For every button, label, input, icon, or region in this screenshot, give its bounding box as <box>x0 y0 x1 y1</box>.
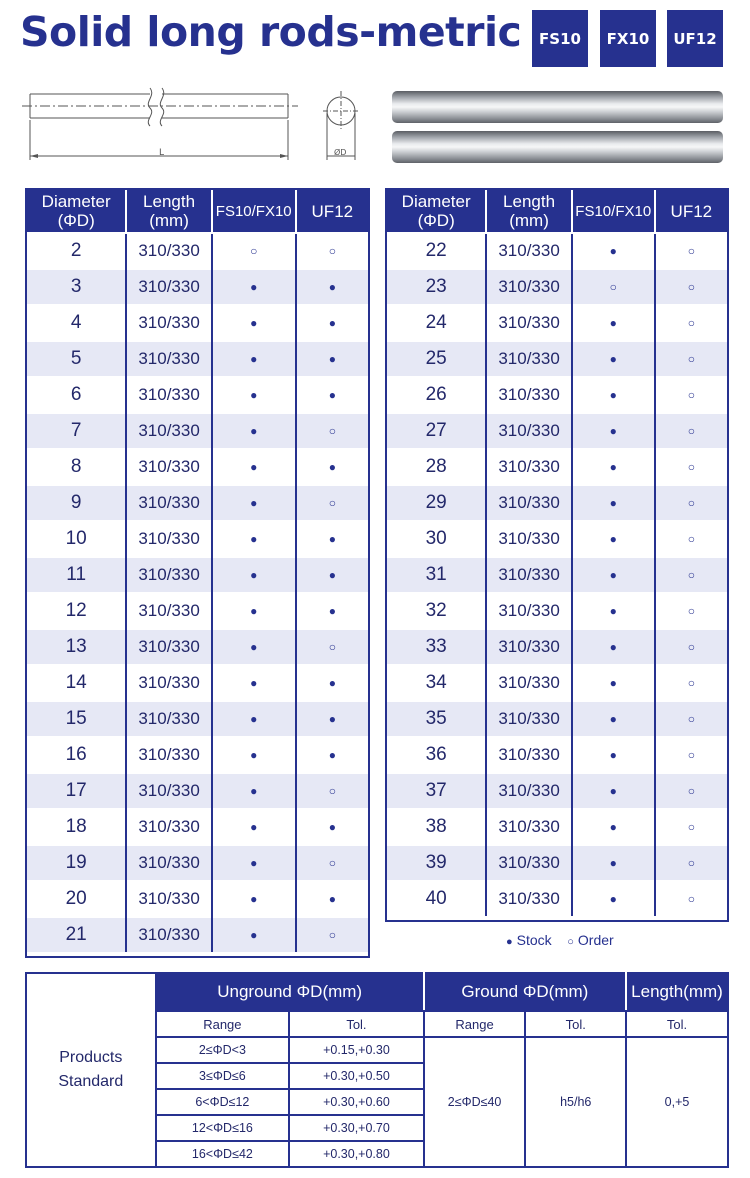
uf12-status-icon: ○ <box>296 917 369 952</box>
uf12-status-icon: ○ <box>655 845 728 881</box>
fs10-fx10-status-icon: ● <box>572 233 655 269</box>
diameter-cell: 23 <box>386 269 486 305</box>
products-standard-table <box>25 972 729 1168</box>
table-row <box>26 737 369 773</box>
length-cell: 310/330 <box>126 557 211 593</box>
diameter-cell: 39 <box>386 845 486 881</box>
table-row <box>26 665 369 701</box>
grade-badge-uf12: UF12 <box>667 10 723 67</box>
length-cell: 310/330 <box>486 305 571 341</box>
table-row <box>26 233 369 269</box>
table-row <box>26 449 369 485</box>
ground-header: Ground ΦD(mm) <box>424 973 626 1011</box>
table-row <box>26 557 369 593</box>
diameter-cell: 26 <box>386 377 486 413</box>
uf12-status-icon: ● <box>296 881 369 917</box>
fs10-fx10-status-icon: ● <box>212 413 296 449</box>
table-row <box>26 593 369 629</box>
fs10-fx10-status-icon: ● <box>212 737 296 773</box>
rod-technical-drawing <box>0 78 380 164</box>
table-row <box>386 377 728 413</box>
header-length: Length (mm) <box>486 189 571 233</box>
diameter-cell: 7 <box>26 413 126 449</box>
diameter-cell: 38 <box>386 809 486 845</box>
fs10-fx10-status-icon: ● <box>572 557 655 593</box>
fs10-fx10-status-icon: ○ <box>572 269 655 305</box>
uf12-status-icon: ○ <box>296 233 369 269</box>
ground-range: 2≤ΦD≤40 <box>424 1037 526 1167</box>
fs10-fx10-status-icon: ● <box>212 629 296 665</box>
fs10-fx10-status-icon: ● <box>212 593 296 629</box>
length-cell: 310/330 <box>126 305 211 341</box>
uf12-status-icon: ● <box>296 557 369 593</box>
fs10-fx10-status-icon: ● <box>572 701 655 737</box>
table-row <box>26 341 369 377</box>
fs10-fx10-status-icon: ● <box>212 665 296 701</box>
diameter-cell: 40 <box>386 881 486 916</box>
length-tol-label: Tol. <box>626 1011 728 1037</box>
rod-table-right <box>385 188 729 916</box>
uf12-status-icon: ○ <box>296 413 369 449</box>
unground-header: Unground ΦD(mm) <box>156 973 424 1011</box>
uf12-status-icon: ● <box>296 665 369 701</box>
grade-badge-fx10: FX10 <box>600 10 656 67</box>
fs10-fx10-status-icon: ● <box>212 449 296 485</box>
length-cell: 310/330 <box>486 701 571 737</box>
length-cell: 310/330 <box>126 341 211 377</box>
diameter-cell: 20 <box>26 881 126 917</box>
diameter-cell: 24 <box>386 305 486 341</box>
fs10-fx10-status-icon: ● <box>572 737 655 773</box>
table-row <box>386 233 728 269</box>
uf12-status-icon: ○ <box>655 701 728 737</box>
length-cell: 310/330 <box>126 269 211 305</box>
uf12-status-icon: ● <box>296 737 369 773</box>
uf12-status-icon: ○ <box>655 665 728 701</box>
diameter-cell: 8 <box>26 449 126 485</box>
fs10-fx10-status-icon: ● <box>572 485 655 521</box>
table-row <box>386 449 728 485</box>
fs10-fx10-status-icon: ● <box>572 809 655 845</box>
length-cell: 310/330 <box>486 881 571 916</box>
fs10-fx10-status-icon: ● <box>212 701 296 737</box>
uf12-status-icon: ○ <box>655 485 728 521</box>
fs10-fx10-status-icon: ● <box>572 845 655 881</box>
uf12-status-icon: ● <box>296 341 369 377</box>
grade-badge-fs10: FS10 <box>532 10 588 67</box>
fs10-fx10-status-icon: ● <box>572 773 655 809</box>
fs10-fx10-status-icon: ● <box>572 593 655 629</box>
length-cell: 310/330 <box>486 341 571 377</box>
fs10-fx10-status-icon: ● <box>212 917 296 952</box>
length-cell: 310/330 <box>126 521 211 557</box>
legend-stock-label: Stock <box>516 932 552 948</box>
fs10-fx10-status-icon: ● <box>212 773 296 809</box>
stock-dot-icon: ● <box>506 936 513 948</box>
uf12-status-icon: ○ <box>655 809 728 845</box>
order-circle-icon: ○ <box>567 936 574 948</box>
diameter-cell: 32 <box>386 593 486 629</box>
uf12-status-icon: ○ <box>655 521 728 557</box>
diameter-cell: 10 <box>26 521 126 557</box>
diameter-cell: 33 <box>386 629 486 665</box>
diameter-cell: 3 <box>26 269 126 305</box>
ground-tol: h5/h6 <box>525 1037 626 1167</box>
length-cell: 310/330 <box>126 665 211 701</box>
diameter-cell: 11 <box>26 557 126 593</box>
diameter-cell: 28 <box>386 449 486 485</box>
uf12-status-icon: ○ <box>655 377 728 413</box>
fs10-fx10-status-icon: ● <box>572 413 655 449</box>
fs10-fx10-status-icon: ● <box>212 341 296 377</box>
table-row <box>26 701 369 737</box>
length-cell: 310/330 <box>486 485 571 521</box>
table-row <box>386 845 728 881</box>
uf12-status-icon: ● <box>296 521 369 557</box>
diameter-cell: 29 <box>386 485 486 521</box>
table-row <box>386 665 728 701</box>
rod-photo-bottom <box>392 131 723 163</box>
table-row <box>386 773 728 809</box>
length-cell: 310/330 <box>126 449 211 485</box>
table-row <box>26 377 369 413</box>
table-row <box>26 917 369 952</box>
length-cell: 310/330 <box>486 773 571 809</box>
uf12-status-icon: ● <box>296 449 369 485</box>
diameter-cell: 34 <box>386 665 486 701</box>
uf12-status-icon: ● <box>296 305 369 341</box>
diameter-cell: 19 <box>26 845 126 881</box>
diameter-cell: 15 <box>26 701 126 737</box>
legend-order-label: Order <box>577 932 614 948</box>
fs10-fx10-status-icon: ● <box>572 341 655 377</box>
unground-range: 2≤ΦD<3 <box>156 1037 290 1063</box>
uf12-status-icon: ● <box>296 377 369 413</box>
length-tol: 0,+5 <box>626 1037 728 1167</box>
length-cell: 310/330 <box>486 845 571 881</box>
diameter-cell: 13 <box>26 629 126 665</box>
ground-tol-label: Tol. <box>525 1011 626 1037</box>
fs10-fx10-status-icon: ● <box>212 521 296 557</box>
length-cell: 310/330 <box>486 269 571 305</box>
fs10-fx10-status-icon: ● <box>572 629 655 665</box>
ground-range-label: Range <box>424 1011 526 1037</box>
diameter-cell: 21 <box>26 917 126 952</box>
unground-tol: +0.30,+0.80 <box>289 1141 424 1167</box>
fs10-fx10-status-icon: ● <box>212 377 296 413</box>
length-cell: 310/330 <box>126 593 211 629</box>
unground-range-label: Range <box>156 1011 290 1037</box>
uf12-status-icon: ○ <box>655 737 728 773</box>
fs10-fx10-status-icon: ● <box>572 665 655 701</box>
length-cell: 310/330 <box>126 881 211 917</box>
table-row <box>386 701 728 737</box>
uf12-status-icon: ○ <box>655 233 728 269</box>
products-standard-label: Products Standard <box>26 973 156 1167</box>
diameter-cell: 16 <box>26 737 126 773</box>
uf12-status-icon: ● <box>296 593 369 629</box>
fs10-fx10-status-icon: ● <box>572 305 655 341</box>
diameter-cell: 31 <box>386 557 486 593</box>
length-cell: 310/330 <box>126 917 211 952</box>
length-cell: 310/330 <box>126 809 211 845</box>
diameter-cell: 18 <box>26 809 126 845</box>
uf12-status-icon: ○ <box>655 557 728 593</box>
uf12-status-icon: ○ <box>655 341 728 377</box>
fs10-fx10-status-icon: ● <box>572 881 655 916</box>
uf12-status-icon: ○ <box>655 881 728 916</box>
table-row <box>26 305 369 341</box>
unground-tol: +0.30,+0.70 <box>289 1115 424 1141</box>
length-header: Length(mm) <box>626 973 728 1011</box>
length-cell: 310/330 <box>486 665 571 701</box>
diameter-cell: 35 <box>386 701 486 737</box>
diameter-cell: 22 <box>386 233 486 269</box>
diameter-cell: 6 <box>26 377 126 413</box>
diameter-cell: 27 <box>386 413 486 449</box>
uf12-status-icon: ○ <box>655 413 728 449</box>
length-cell: 310/330 <box>486 449 571 485</box>
page-title: Solid long rods-metric <box>20 8 522 56</box>
length-cell: 310/330 <box>126 413 211 449</box>
header-diameter: Diameter (ΦD) <box>386 189 486 233</box>
table-row <box>26 881 369 917</box>
uf12-status-icon: ○ <box>296 485 369 521</box>
uf12-status-icon: ○ <box>655 269 728 305</box>
header-fs10-fx10: FS10/FX10 <box>212 189 296 233</box>
length-cell: 310/330 <box>486 809 571 845</box>
fs10-fx10-status-icon: ● <box>212 845 296 881</box>
table-row <box>386 305 728 341</box>
fs10-fx10-status-icon: ● <box>572 449 655 485</box>
length-cell: 310/330 <box>486 593 571 629</box>
length-cell: 310/330 <box>126 629 211 665</box>
table-row <box>26 485 369 521</box>
uf12-status-icon: ● <box>296 701 369 737</box>
rod-table-left <box>25 188 370 952</box>
fs10-fx10-status-icon: ● <box>212 269 296 305</box>
unground-range: 12<ΦD≤16 <box>156 1115 290 1141</box>
rod-table-right-body <box>386 233 728 916</box>
length-cell: 310/330 <box>486 737 571 773</box>
table-row <box>386 881 728 916</box>
uf12-status-icon: ○ <box>296 773 369 809</box>
length-cell: 310/330 <box>486 413 571 449</box>
table-row <box>386 593 728 629</box>
fs10-fx10-status-icon: ● <box>572 377 655 413</box>
diameter-cell: 4 <box>26 305 126 341</box>
length-cell: 310/330 <box>486 557 571 593</box>
unground-tol: +0.30,+0.60 <box>289 1089 424 1115</box>
diameter-cell: 37 <box>386 773 486 809</box>
length-cell: 310/330 <box>486 377 571 413</box>
table-row <box>26 773 369 809</box>
length-cell: 310/330 <box>126 701 211 737</box>
table-row <box>386 413 728 449</box>
table-row <box>26 809 369 845</box>
fs10-fx10-status-icon: ● <box>212 881 296 917</box>
uf12-status-icon: ○ <box>655 773 728 809</box>
uf12-status-icon: ○ <box>655 629 728 665</box>
table-row <box>26 413 369 449</box>
table-row <box>26 845 369 881</box>
diameter-cell: 5 <box>26 341 126 377</box>
fs10-fx10-status-icon: ● <box>212 305 296 341</box>
diameter-cell: 17 <box>26 773 126 809</box>
header-fs10-fx10: FS10/FX10 <box>572 189 655 233</box>
fs10-fx10-status-icon: ● <box>212 557 296 593</box>
length-cell: 310/330 <box>486 233 571 269</box>
table-row <box>386 557 728 593</box>
length-cell: 310/330 <box>126 773 211 809</box>
rod-table-left-body <box>26 233 369 952</box>
unground-tol-label: Tol. <box>289 1011 424 1037</box>
header-diameter: Diameter (ΦD) <box>26 189 126 233</box>
uf12-status-icon: ○ <box>296 629 369 665</box>
unground-tol: +0.30,+0.50 <box>289 1063 424 1089</box>
length-dimension-label: L <box>159 148 165 158</box>
unground-range: 6<ΦD≤12 <box>156 1089 290 1115</box>
rod-photo-top <box>392 91 723 123</box>
unground-range: 16<ΦD≤42 <box>156 1141 290 1167</box>
table-row <box>386 269 728 305</box>
diameter-cell: 14 <box>26 665 126 701</box>
table-row <box>386 629 728 665</box>
table-row <box>386 809 728 845</box>
table-row <box>26 269 369 305</box>
header-uf12: UF12 <box>296 189 369 233</box>
table-row <box>386 341 728 377</box>
uf12-status-icon: ○ <box>655 305 728 341</box>
unground-tol: +0.15,+0.30 <box>289 1037 424 1063</box>
length-cell: 310/330 <box>126 233 211 269</box>
fs10-fx10-status-icon: ○ <box>212 233 296 269</box>
diameter-cell: 9 <box>26 485 126 521</box>
length-cell: 310/330 <box>126 485 211 521</box>
diameter-cell: 30 <box>386 521 486 557</box>
table-row <box>26 521 369 557</box>
table-row <box>386 485 728 521</box>
table-row <box>26 629 369 665</box>
table-row <box>386 521 728 557</box>
legend <box>506 932 614 948</box>
uf12-status-icon: ○ <box>655 449 728 485</box>
diameter-dimension-label: ØD <box>334 148 347 157</box>
length-cell: 310/330 <box>126 845 211 881</box>
header-uf12: UF12 <box>655 189 728 233</box>
unground-range: 3≤ΦD≤6 <box>156 1063 290 1089</box>
header-length: Length (mm) <box>126 189 211 233</box>
fs10-fx10-status-icon: ● <box>212 809 296 845</box>
uf12-status-icon: ○ <box>655 593 728 629</box>
uf12-status-icon: ● <box>296 809 369 845</box>
length-cell: 310/330 <box>486 629 571 665</box>
diameter-cell: 25 <box>386 341 486 377</box>
length-cell: 310/330 <box>486 521 571 557</box>
uf12-status-icon: ○ <box>296 845 369 881</box>
diameter-cell: 36 <box>386 737 486 773</box>
length-cell: 310/330 <box>126 377 211 413</box>
length-cell: 310/330 <box>126 737 211 773</box>
fs10-fx10-status-icon: ● <box>212 485 296 521</box>
uf12-status-icon: ● <box>296 269 369 305</box>
diameter-cell: 2 <box>26 233 126 269</box>
diameter-cell: 12 <box>26 593 126 629</box>
fs10-fx10-status-icon: ● <box>572 521 655 557</box>
table-row <box>386 737 728 773</box>
